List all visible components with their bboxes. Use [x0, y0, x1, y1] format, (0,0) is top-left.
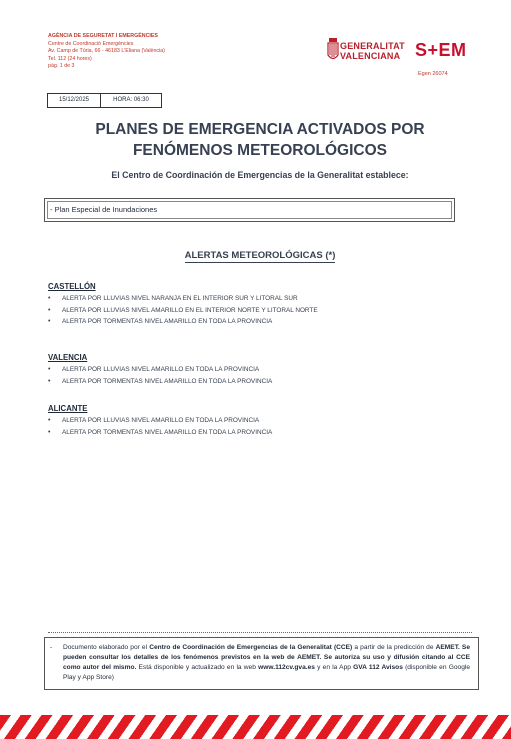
generalitat-emblem-icon [326, 36, 340, 64]
datetime-box [47, 93, 162, 108]
plan-text: - Plan Especial de Inundaciones [50, 205, 158, 214]
alert-item [48, 316, 468, 328]
page-number: pàg. 1 de 3 [48, 63, 75, 70]
footer-text-part: Documento elaborado por el [63, 644, 150, 651]
alerts-heading [40, 250, 480, 261]
footer-dash: - [50, 644, 53, 651]
footer-text-bold: Centro de Coordinación de Emergencias de la Generalitat (CCE) [149, 644, 353, 651]
footer-box [44, 637, 479, 690]
title-line-2: FENÓMENOS METEOROLÓGICOS [132, 142, 388, 159]
alert-text: ALERTA POR TORMENTAS NIVEL AMARILLO EN TODA LA PROVINCIA [62, 428, 273, 436]
alert-item [48, 293, 468, 305]
footer-link-web[interactable]: www.112cv.gva.es [258, 664, 315, 671]
alert-text: ALERTA POR TORMENTAS NIVEL AMARILLO EN TODA LA PROVINCIA [62, 318, 273, 326]
alerts-heading-text: ALERTAS METEOROLÓGICAS (*) [184, 250, 336, 261]
alert-text: ALERTA POR LLUVIAS NIVEL AMARILLO EN TODA LA PROVINCIA [62, 417, 260, 424]
footer-divider [48, 632, 472, 633]
bullet-icon: • [48, 366, 51, 373]
footer-text-bold: AEMET. Se pueden consultar los detalles de los fenómenos previstos en la web de AEMET. Se autoriza su uso y difusión citando al CCE como autor del mismo. [63, 644, 471, 671]
generalitat-logo [340, 41, 405, 61]
alert-text: ALERTA POR LLUVIAS NIVEL NARANJA EN EL INTERIOR SUR Y LITORAL SUR [62, 295, 298, 302]
page-subtitle: El Centro de Coordinación de Emergencias de la Generalitat establece: [111, 170, 409, 180]
bullet-icon: • [48, 428, 51, 436]
footer-app-name: GVA 112 Avisos [353, 664, 403, 671]
alert-text: ALERTA POR LLUVIAS NIVEL AMARILLO EN TODA LA PROVINCIA [62, 366, 260, 373]
title-line-1: PLANES DE EMERGENCIA ACTIVADOS POR [95, 121, 425, 138]
time-cell: HORA: 06:30 [113, 97, 149, 103]
footer-text [63, 643, 470, 683]
bullet-icon: • [48, 295, 51, 302]
agency-line-address: Av. Camp de Túria, 66 - 46183 L'Eliana (València) [48, 48, 165, 55]
alert-item [48, 415, 468, 427]
footer-text-part: Está disponible y actualizado en la web [136, 664, 259, 671]
sem-logo: S+EM [415, 40, 467, 60]
bullet-icon: • [48, 417, 51, 424]
alert-item [48, 305, 468, 317]
province-alicante [48, 404, 468, 438]
plan-box [44, 198, 455, 222]
alert-item [48, 376, 468, 388]
date-cell: 15/12/2025 [48, 94, 101, 107]
province-valencia [48, 353, 468, 387]
agency-line-center: Centre de Coordinació Emergències [48, 40, 134, 47]
province-name: ALICANTE [48, 404, 88, 413]
gv-line-2: VALENCIANA [340, 51, 401, 61]
province-castellon [48, 282, 468, 328]
page-title [40, 119, 480, 161]
agency-line-phone: Tel. 112 (24 hores) [48, 55, 92, 62]
province-name: VALENCIA [48, 353, 88, 362]
document-code: Egen 26074 [418, 71, 448, 77]
footer-text-part: a partir de la predicción de [352, 644, 436, 651]
alert-item [48, 364, 468, 376]
footer-text-part: (disponible en Google Play y App Store) [63, 664, 470, 681]
gv-line-1: GENERALITAT [340, 41, 405, 51]
footer-text-part: y en la App [314, 664, 354, 671]
agency-name: AGÈNCIA DE SEGURETAT I EMERGÈNCIES [48, 33, 158, 39]
bullet-icon: • [48, 306, 51, 314]
bullet-icon: • [48, 318, 51, 326]
agency-header [48, 33, 288, 71]
bullet-icon: • [48, 377, 51, 385]
alert-text: ALERTA POR LLUVIAS NIVEL AMARILLO EN EL INTERIOR NORTE Y LITORAL NORTE [62, 306, 318, 314]
province-name: CASTELLÓN [48, 282, 96, 291]
alert-item [48, 427, 468, 439]
decorative-stripe [0, 715, 511, 739]
alert-text: ALERTA POR TORMENTAS NIVEL AMARILLO EN TODA LA PROVINCIA [62, 377, 273, 385]
